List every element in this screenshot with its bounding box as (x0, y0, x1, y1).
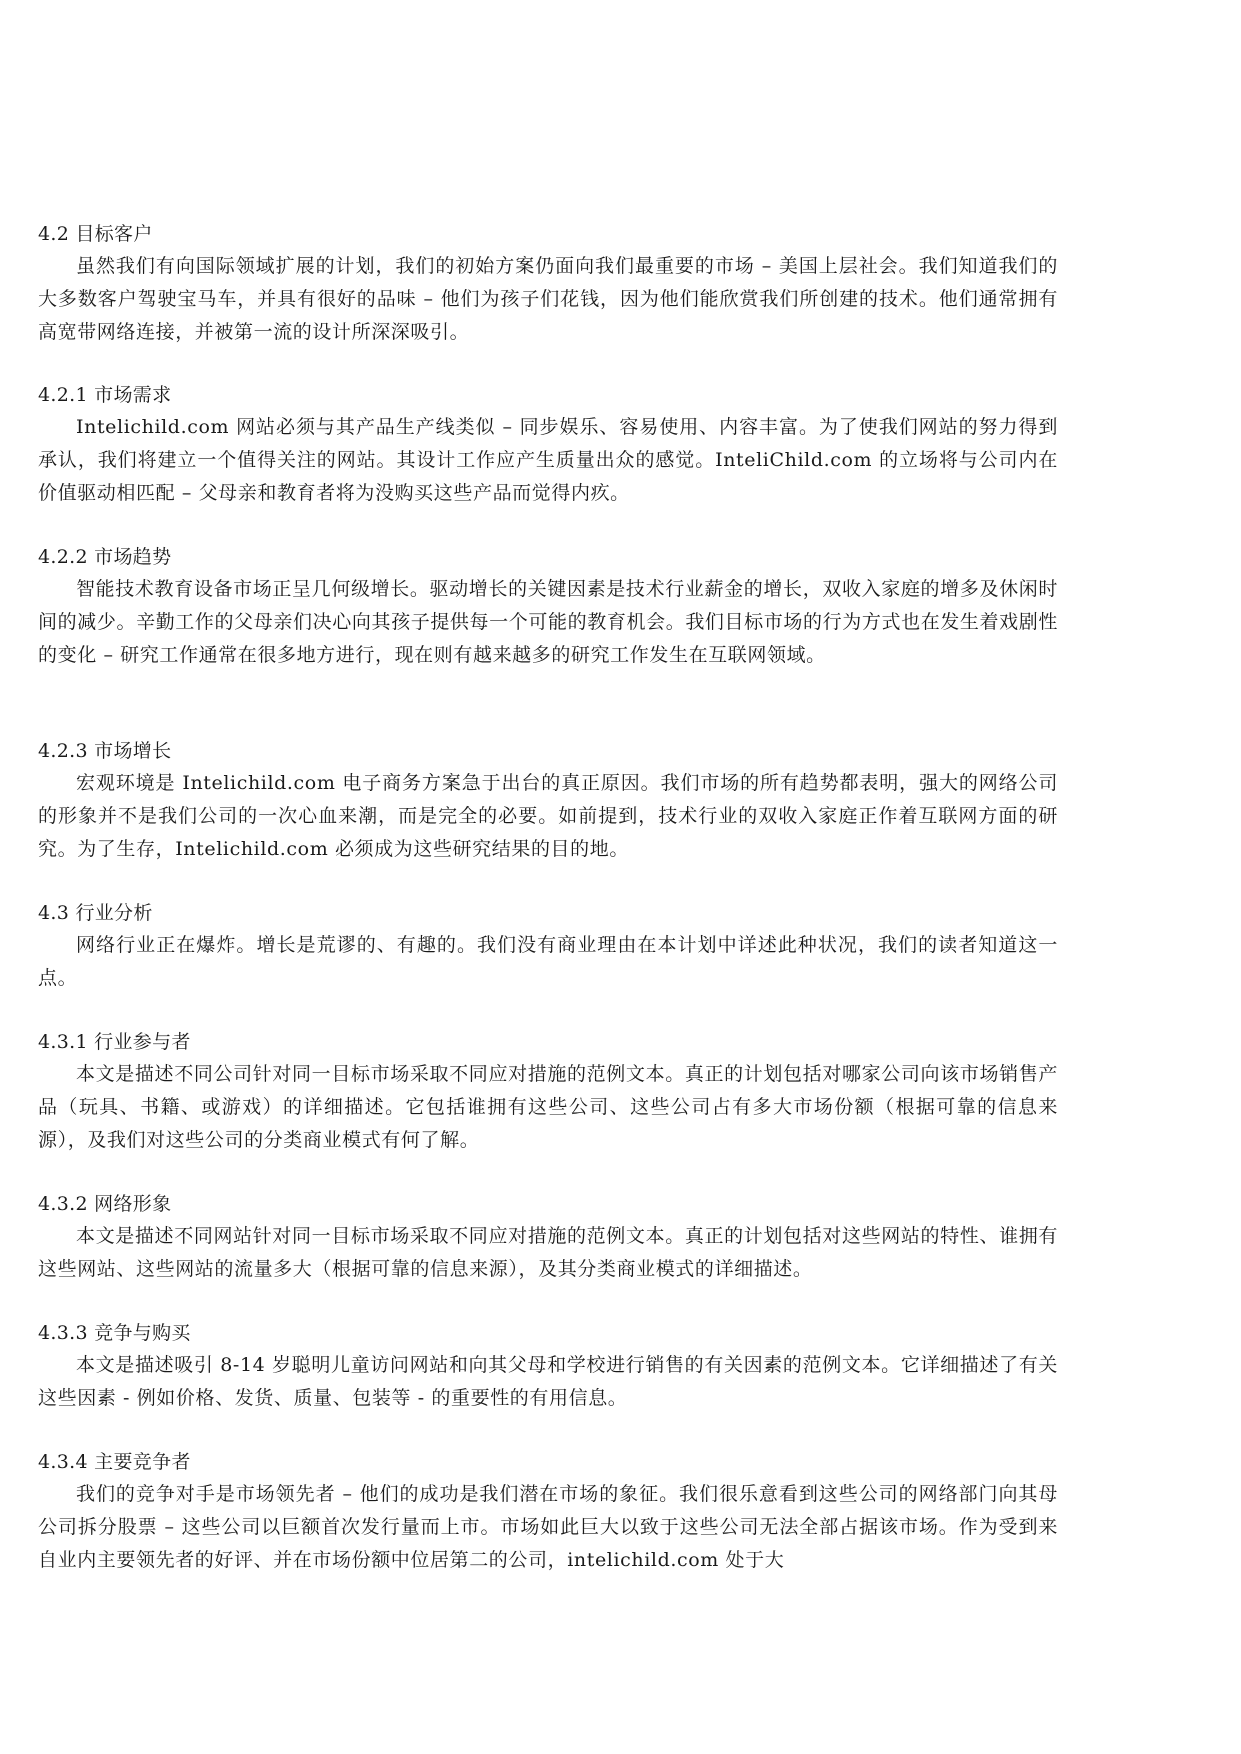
section-body: 本文是描述吸引 8-14 岁聪明儿童访问网站和向其父母和学校进行销售的有关因素的范例文本。它详细描述了有关这些因素 - 例如价格、发货、质量、包装等 - 的重要性的有用信息。 (38, 1354, 1058, 1409)
section-heading: 4.3 行业分析 (38, 902, 153, 924)
section-body: 虽然我们有向国际领域扩展的计划，我们的初始方案仍面向我们最重要的市场 – 美国上层社会。我们知道我们的大多数客户驾驶宝马车，并具有很好的品味 – 他们为孩子们花钱，因为他们能欣赏我们所创建的技术。他们通常拥有高宽带网络连接，并被第一流的设计所深深吸引。 (38, 255, 1058, 343)
section-4-3-2 (38, 1188, 1058, 1286)
section-4-2-3 (38, 735, 1058, 865)
section-heading: 4.3.3 竞争与购买 (38, 1322, 191, 1344)
section-4-3-4 (38, 1446, 1058, 1576)
section-body: 我们的竞争对手是市场领先者 – 他们的成功是我们潜在市场的象征。我们很乐意看到这些公司的网络部门向其母公司拆分股票 – 这些公司以巨额首次发行量而上市。市场如此巨大以致于这些公司无法全部占据该市场。作为受到来自业内主要领先者的好评、并在市场份额中位居第二的公司，intelichild.com 处于大 (38, 1483, 1058, 1571)
section-heading: 4.2.3 市场增长 (38, 740, 172, 762)
section-body: 本文是描述不同公司针对同一目标市场采取不同应对措施的范例文本。真正的计划包括对哪家公司向该市场销售产品（玩具、书籍、或游戏）的详细描述。它包括谁拥有这些公司、这些公司占有多大市场份额（根据可靠的信息来源），及我们对这些公司的分类商业模式有何了解。 (38, 1063, 1058, 1151)
section-heading: 4.3.1 行业参与者 (38, 1031, 191, 1053)
section-4-3-3 (38, 1317, 1058, 1415)
section-4-2-1 (38, 379, 1058, 509)
section-4-3-1 (38, 1026, 1058, 1156)
section-heading: 4.2 目标客户 (38, 223, 153, 245)
section-body: 本文是描述不同网站针对同一目标市场采取不同应对措施的范例文本。真正的计划包括对这些网站的特性、谁拥有这些网站、这些网站的流量多大（根据可靠的信息来源），及其分类商业模式的详细描述。 (38, 1225, 1058, 1280)
section-4-3 (38, 897, 1058, 995)
section-body: Intelichild.com 网站必须与其产品生产线类似 – 同步娱乐、容易使用、内容丰富。为了使我们网站的努力得到承认，我们将建立一个值得关注的网站。其设计工作应产生质量出众的感觉。InteliChild.com 的立场将与公司内在价值驱动相匹配 – 父母亲和教育者将为没购买这些产品而觉得内疚。 (38, 416, 1058, 504)
section-heading: 4.2.1 市场需求 (38, 384, 172, 406)
section-4-2 (38, 218, 1058, 348)
section-body: 网络行业正在爆炸。增长是荒谬的、有趣的。我们没有商业理由在本计划中详述此种状况，我们的读者知道这一点。 (38, 934, 1058, 989)
section-body: 宏观环境是 Intelichild.com 电子商务方案急于出台的真正原因。我们市场的所有趋势都表明，强大的网络公司的形象并不是我们公司的一次心血来潮，而是完全的必要。如前提到，技术行业的双收入家庭正作着互联网方面的研究。为了生存，Intelichild.com 必须成为这些研究结果的目的地。 (38, 772, 1058, 860)
section-heading: 4.3.4 主要竞争者 (38, 1451, 191, 1473)
section-body: 智能技术教育设备市场正呈几何级增长。驱动增长的关键因素是技术行业薪金的增长，双收入家庭的增多及休闲时间的减少。辛勤工作的父母亲们决心向其孩子提供每一个可能的教育机会。我们目标市场的行为方式也在发生着戏剧性的变化 – 研究工作通常在很多地方进行，现在则有越来越多的研究工作发生在互联网领域。 (38, 578, 1058, 666)
section-heading: 4.3.2 网络形象 (38, 1193, 172, 1215)
section-heading: 4.2.2 市场趋势 (38, 546, 172, 568)
section-4-2-2 (38, 541, 1058, 671)
